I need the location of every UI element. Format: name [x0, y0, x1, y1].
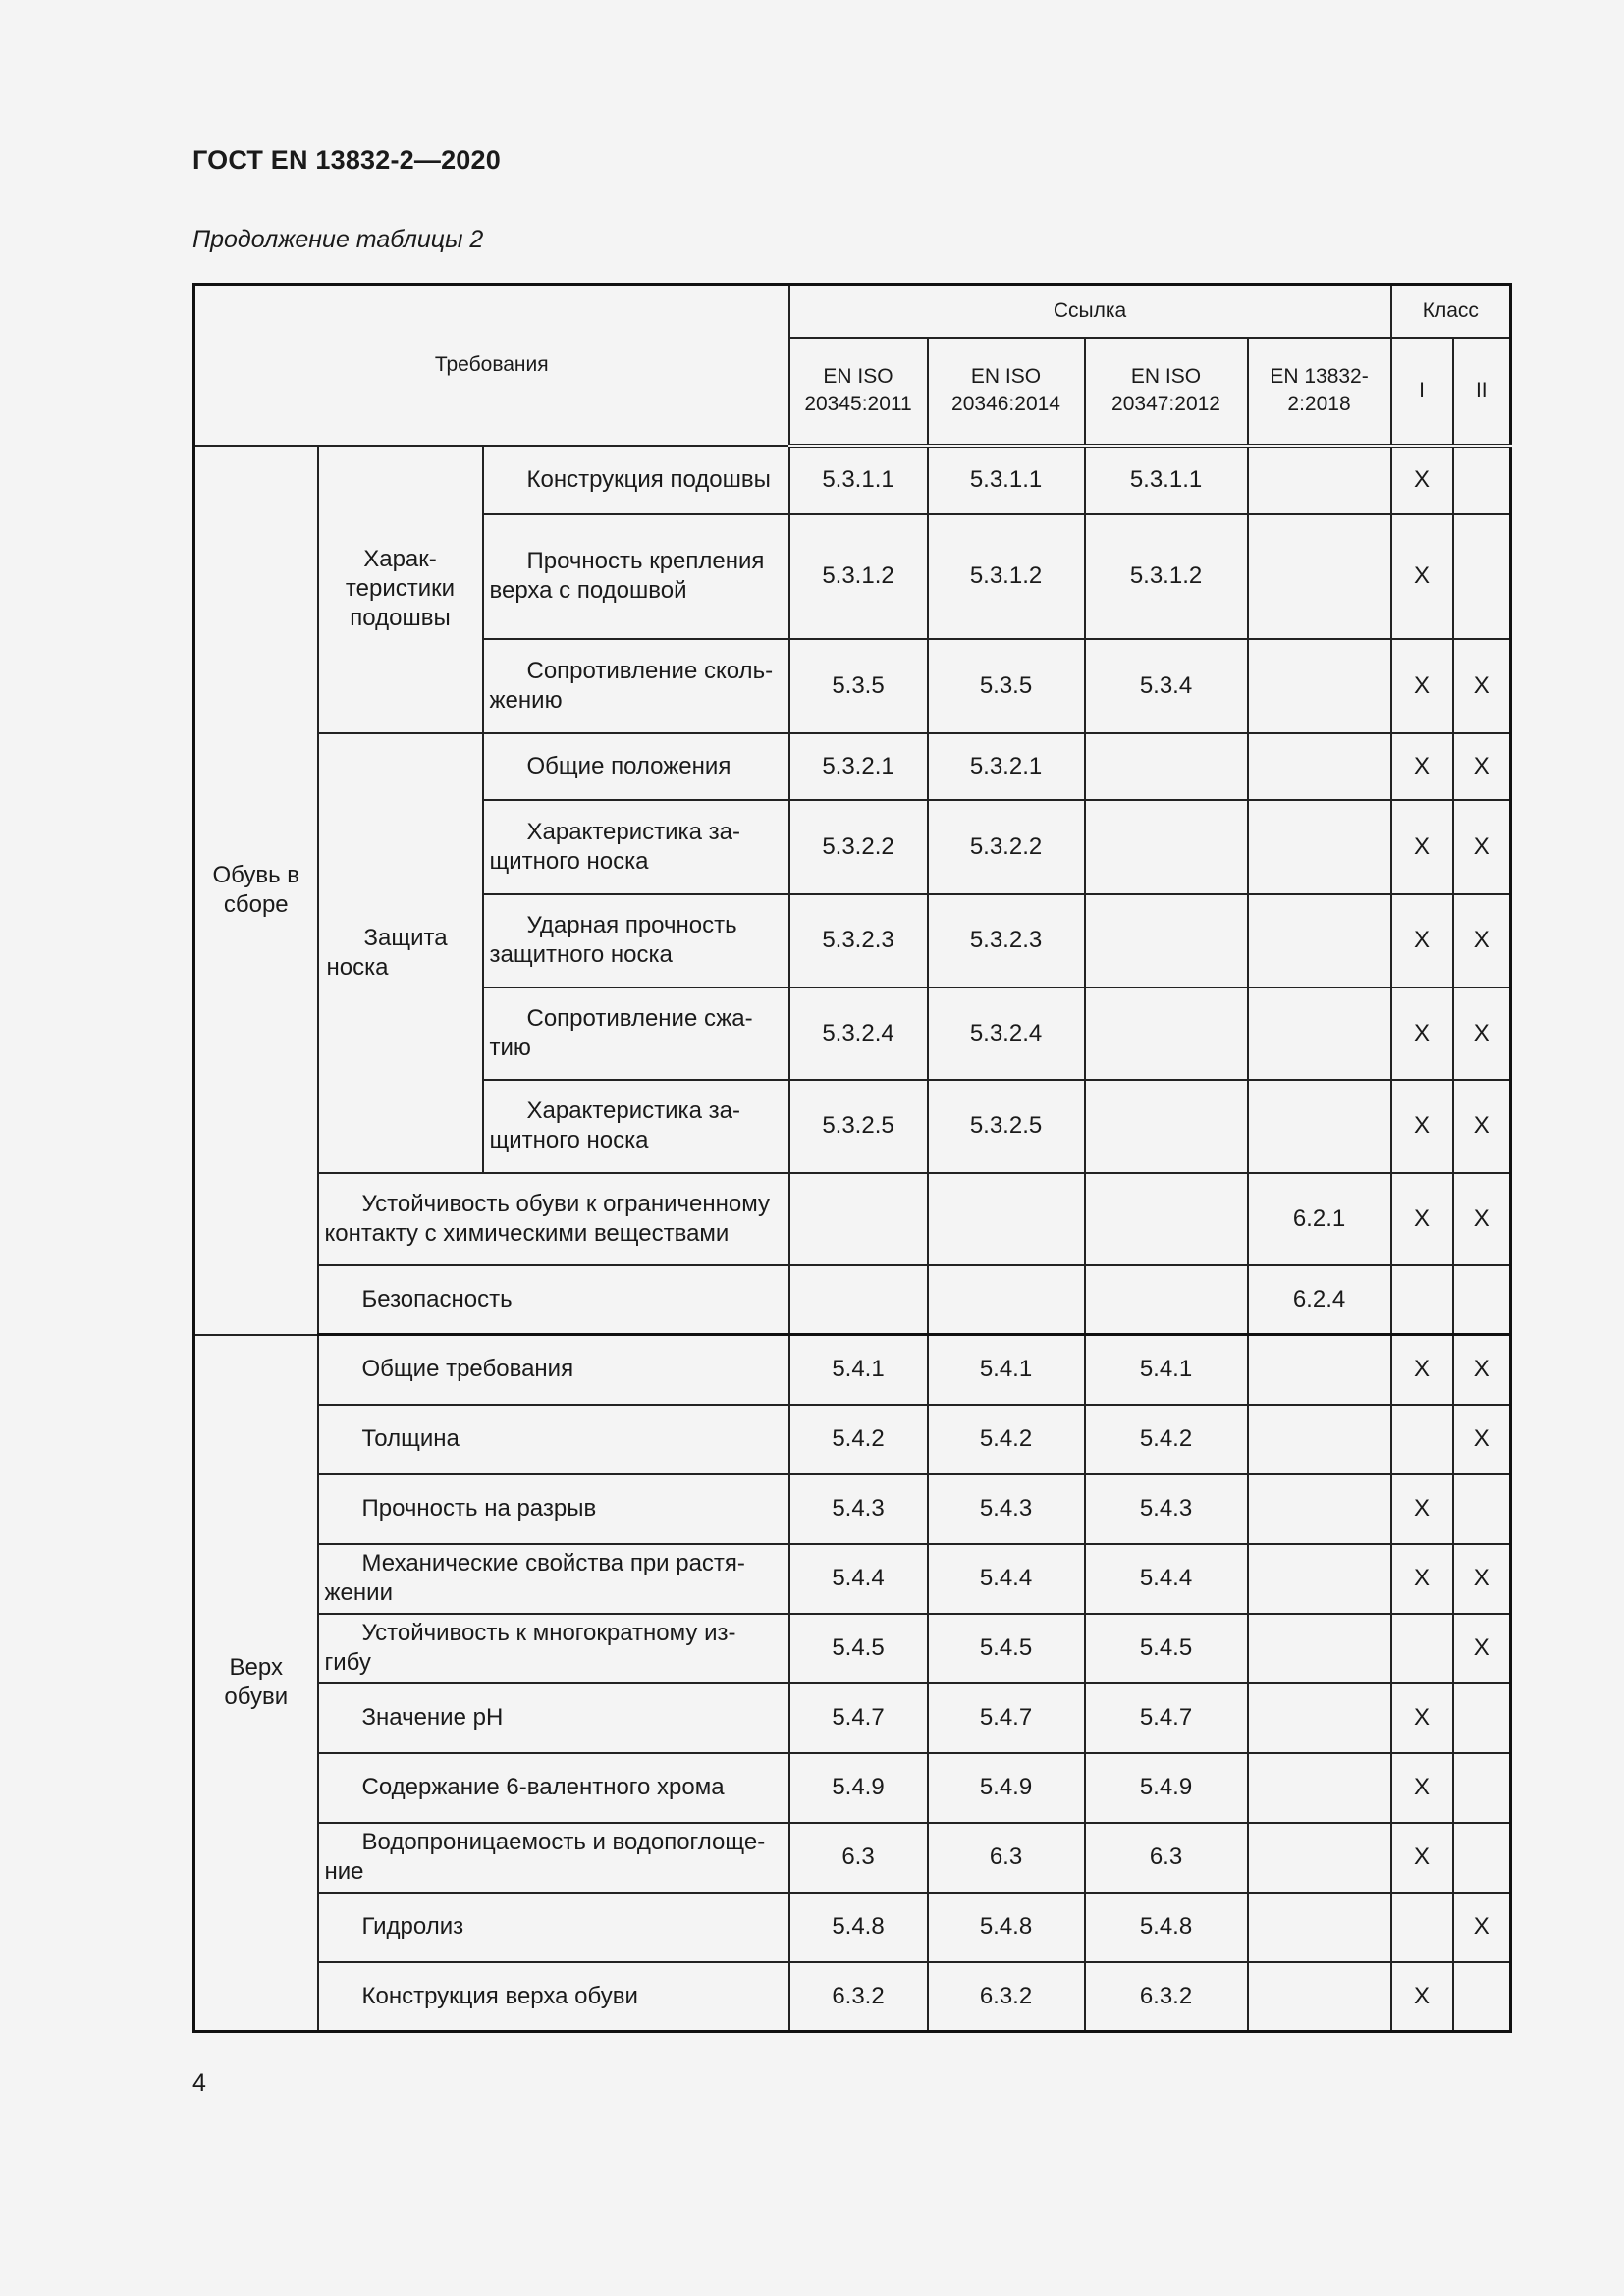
ref-cell: 5.4.7 — [1085, 1683, 1248, 1753]
section-label: Верх обуви — [194, 1335, 318, 2032]
ref-cell — [1248, 1683, 1391, 1753]
requirement-cell: Безопасность — [318, 1265, 789, 1335]
ref-cell — [1248, 1080, 1391, 1173]
header-standard: EN ISO 20346:2014 — [928, 338, 1085, 446]
ref-cell: 5.4.7 — [789, 1683, 928, 1753]
class-cell: X — [1391, 639, 1453, 733]
ref-cell — [928, 1265, 1085, 1335]
table-row — [194, 1683, 1511, 1753]
ref-cell: 5.3.1.2 — [789, 514, 928, 639]
requirement-cell: Устойчивость к многократному из-гибу — [318, 1614, 789, 1683]
ref-cell — [1248, 1962, 1391, 2032]
class-cell — [1453, 1753, 1511, 1823]
class-cell: X — [1391, 1823, 1453, 1893]
requirement-cell: Гидролиз — [318, 1893, 789, 1962]
ref-cell — [789, 1173, 928, 1265]
class-cell: X — [1453, 1405, 1511, 1474]
group-label: Харак-теристики подошвы — [318, 446, 483, 733]
header-standard: EN 13832-2:2018 — [1248, 338, 1391, 446]
ref-cell: 5.4.1 — [1085, 1335, 1248, 1405]
ref-cell: 5.4.3 — [1085, 1474, 1248, 1544]
class-cell: X — [1391, 733, 1453, 800]
class-cell: X — [1453, 733, 1511, 800]
class-cell — [1453, 446, 1511, 514]
requirement-cell: Прочность на разрыв — [318, 1474, 789, 1544]
class-cell: X — [1453, 1544, 1511, 1614]
class-cell — [1453, 514, 1511, 639]
ref-cell — [1248, 800, 1391, 894]
ref-cell: 5.4.2 — [789, 1405, 928, 1474]
class-cell: X — [1453, 1614, 1511, 1683]
ref-cell: 5.3.2.2 — [789, 800, 928, 894]
requirement-cell: Характеристика за-щитного носка — [483, 800, 789, 894]
ref-cell: 5.4.2 — [928, 1405, 1085, 1474]
table-row — [194, 1474, 1511, 1544]
ref-cell: 6.3.2 — [1085, 1962, 1248, 2032]
requirement-cell: Общие положения — [483, 733, 789, 800]
class-cell: X — [1391, 514, 1453, 639]
ref-cell — [1248, 446, 1391, 514]
ref-cell: 5.4.9 — [928, 1753, 1085, 1823]
ref-cell — [1248, 1893, 1391, 1962]
requirement-cell: Толщина — [318, 1405, 789, 1474]
ref-cell — [1085, 894, 1248, 988]
requirements-table — [192, 283, 1512, 2033]
header-class: Класс — [1391, 285, 1511, 338]
ref-cell: 5.4.7 — [928, 1683, 1085, 1753]
ref-cell: 5.3.1.1 — [928, 446, 1085, 514]
class-cell — [1453, 1823, 1511, 1893]
table-row — [194, 1335, 1511, 1405]
class-cell — [1391, 1405, 1453, 1474]
requirement-cell: Характеристика за-щитного носка — [483, 1080, 789, 1173]
ref-cell: 5.4.1 — [789, 1335, 928, 1405]
document-title: ГОСТ EN 13832-2—2020 — [192, 145, 501, 175]
ref-cell — [1085, 1265, 1248, 1335]
ref-cell: 6.3.2 — [928, 1962, 1085, 2032]
ref-cell: 5.3.2.4 — [789, 988, 928, 1080]
ref-cell: 5.3.2.3 — [928, 894, 1085, 988]
ref-cell: 5.3.2.4 — [928, 988, 1085, 1080]
table-row — [194, 1962, 1511, 2032]
requirement-cell: Сопротивление сжа-тию — [483, 988, 789, 1080]
ref-cell — [1248, 988, 1391, 1080]
ref-cell — [1248, 1474, 1391, 1544]
table-row — [194, 1823, 1511, 1893]
class-cell — [1391, 1614, 1453, 1683]
class-cell — [1391, 1265, 1453, 1335]
table-row — [194, 446, 1511, 514]
ref-cell: 5.4.3 — [789, 1474, 928, 1544]
ref-cell: 6.3.2 — [789, 1962, 928, 2032]
class-cell: X — [1453, 639, 1511, 733]
ref-cell: 5.4.1 — [928, 1335, 1085, 1405]
ref-cell: 5.3.5 — [928, 639, 1085, 733]
requirement-cell: Устойчивость обуви к ограниченному контакту с химическими веществами — [318, 1173, 789, 1265]
ref-cell — [1248, 1405, 1391, 1474]
class-cell — [1453, 1474, 1511, 1544]
ref-cell: 5.4.2 — [1085, 1405, 1248, 1474]
page-number: 4 — [192, 2069, 206, 2097]
class-cell: X — [1453, 1080, 1511, 1173]
ref-cell: 5.3.2.1 — [928, 733, 1085, 800]
ref-cell: 5.4.4 — [1085, 1544, 1248, 1614]
table-row — [194, 1173, 1511, 1265]
ref-cell — [1248, 1614, 1391, 1683]
ref-cell: 6.3 — [1085, 1823, 1248, 1893]
header-class-ii: II — [1453, 338, 1511, 446]
ref-cell — [928, 1173, 1085, 1265]
class-cell — [1391, 1893, 1453, 1962]
requirement-cell: Прочность крепления верха с подошвой — [483, 514, 789, 639]
class-cell: X — [1453, 1335, 1511, 1405]
class-cell — [1453, 1962, 1511, 2032]
ref-cell: 5.4.3 — [928, 1474, 1085, 1544]
requirement-cell: Общие требования — [318, 1335, 789, 1405]
class-cell: X — [1391, 1474, 1453, 1544]
requirement-cell: Содержание 6-валентного хрома — [318, 1753, 789, 1823]
table-row — [194, 1544, 1511, 1614]
class-cell: X — [1453, 1173, 1511, 1265]
ref-cell: 5.4.5 — [789, 1614, 928, 1683]
class-cell — [1453, 1265, 1511, 1335]
ref-cell — [1248, 1335, 1391, 1405]
ref-cell: 6.3 — [789, 1823, 928, 1893]
header-reference: Ссылка — [789, 285, 1391, 338]
class-cell: X — [1391, 894, 1453, 988]
class-cell: X — [1391, 1544, 1453, 1614]
class-cell: X — [1391, 800, 1453, 894]
class-cell: X — [1391, 988, 1453, 1080]
ref-cell — [1085, 733, 1248, 800]
table-row — [194, 1405, 1511, 1474]
ref-cell: 5.3.2.5 — [789, 1080, 928, 1173]
ref-cell: 5.3.2.5 — [928, 1080, 1085, 1173]
class-cell: X — [1391, 1173, 1453, 1265]
class-cell: X — [1453, 988, 1511, 1080]
ref-cell — [1085, 1080, 1248, 1173]
ref-cell: 5.4.9 — [789, 1753, 928, 1823]
table-row — [194, 1614, 1511, 1683]
requirement-cell: Механические свойства при растя-жении — [318, 1544, 789, 1614]
ref-cell: 5.3.1.2 — [1085, 514, 1248, 639]
table-caption: Продолжение таблицы 2 — [192, 226, 484, 253]
ref-cell — [1248, 514, 1391, 639]
class-cell: X — [1391, 446, 1453, 514]
ref-cell — [1248, 733, 1391, 800]
class-cell: X — [1453, 1893, 1511, 1962]
table-row — [194, 1893, 1511, 1962]
table-row — [194, 733, 1511, 800]
ref-cell: 5.3.2.3 — [789, 894, 928, 988]
header-requirements: Требования — [194, 285, 789, 446]
class-cell: X — [1391, 1962, 1453, 2032]
ref-cell: 6.2.4 — [1248, 1265, 1391, 1335]
class-cell: X — [1391, 1753, 1453, 1823]
ref-cell — [1248, 1544, 1391, 1614]
ref-cell — [1248, 894, 1391, 988]
ref-cell — [1085, 988, 1248, 1080]
requirement-cell: Конструкция подошвы — [483, 446, 789, 514]
class-cell: X — [1391, 1335, 1453, 1405]
header-class-i: I — [1391, 338, 1453, 446]
ref-cell: 5.3.2.1 — [789, 733, 928, 800]
requirement-cell: Сопротивление сколь-жению — [483, 639, 789, 733]
requirement-cell: Водопроницаемость и водопоглоще-ние — [318, 1823, 789, 1893]
class-cell: X — [1391, 1080, 1453, 1173]
section-label: Обувь в сборе — [194, 446, 318, 1335]
ref-cell: 5.3.1.2 — [928, 514, 1085, 639]
ref-cell: 5.4.8 — [789, 1893, 928, 1962]
ref-cell: 5.4.4 — [928, 1544, 1085, 1614]
ref-cell: 5.4.4 — [789, 1544, 928, 1614]
requirement-cell: Значение рН — [318, 1683, 789, 1753]
ref-cell — [1248, 1753, 1391, 1823]
group-label — [318, 733, 483, 1173]
table-row — [194, 1753, 1511, 1823]
ref-cell — [789, 1265, 928, 1335]
ref-cell: 6.3 — [928, 1823, 1085, 1893]
ref-cell: 5.4.8 — [928, 1893, 1085, 1962]
ref-cell: 5.4.5 — [1085, 1614, 1248, 1683]
class-cell: X — [1453, 894, 1511, 988]
ref-cell: 5.3.2.2 — [928, 800, 1085, 894]
ref-cell — [1085, 1173, 1248, 1265]
ref-cell — [1085, 800, 1248, 894]
ref-cell: 6.2.1 — [1248, 1173, 1391, 1265]
class-cell — [1453, 1683, 1511, 1753]
ref-cell — [1248, 639, 1391, 733]
ref-cell: 5.3.4 — [1085, 639, 1248, 733]
ref-cell: 5.3.1.1 — [789, 446, 928, 514]
class-cell: X — [1453, 800, 1511, 894]
ref-cell: 5.3.1.1 — [1085, 446, 1248, 514]
ref-cell: 5.4.5 — [928, 1614, 1085, 1683]
requirement-cell: Конструкция верха обуви — [318, 1962, 789, 2032]
class-cell: X — [1391, 1683, 1453, 1753]
header-standard: EN ISO 20347:2012 — [1085, 338, 1248, 446]
header-standard: EN ISO 20345:2011 — [789, 338, 928, 446]
ref-cell: 5.3.5 — [789, 639, 928, 733]
group-label-text: Защита носка — [326, 924, 448, 981]
requirement-cell: Ударная прочность защитного носка — [483, 894, 789, 988]
ref-cell: 5.4.8 — [1085, 1893, 1248, 1962]
ref-cell: 5.4.9 — [1085, 1753, 1248, 1823]
table-row — [194, 1265, 1511, 1335]
ref-cell — [1248, 1823, 1391, 1893]
